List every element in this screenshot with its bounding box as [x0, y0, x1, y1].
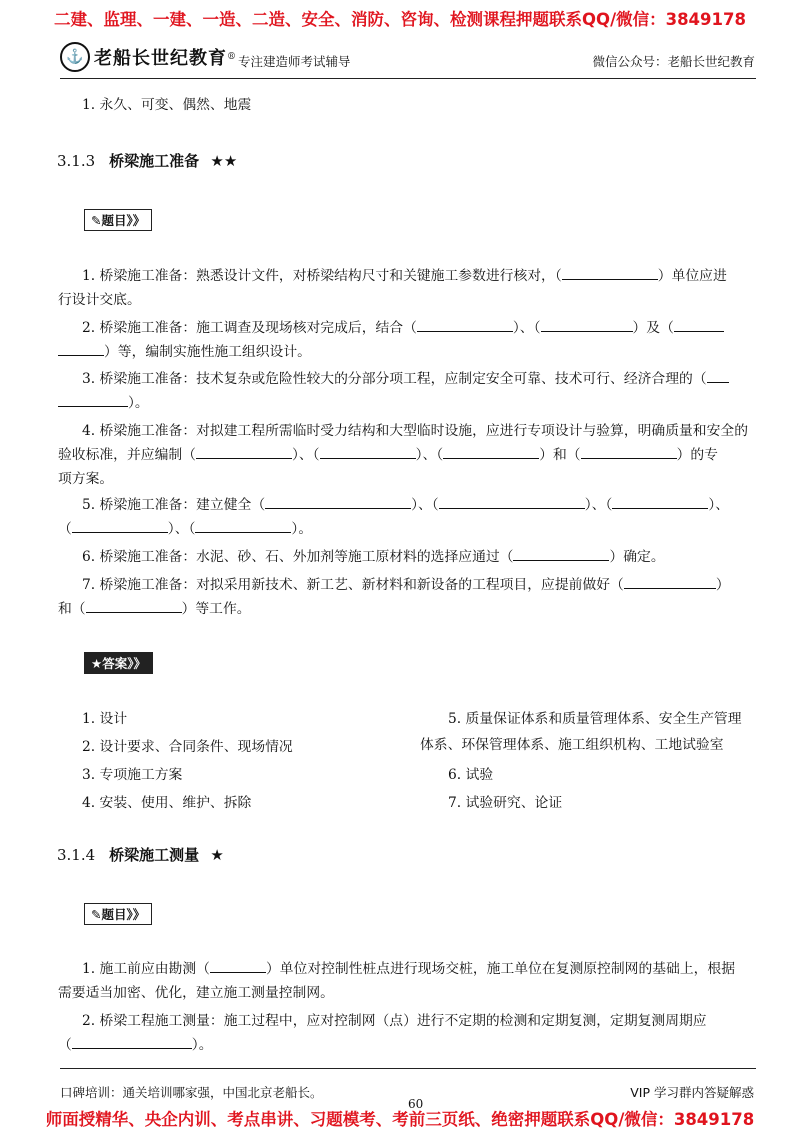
answer-blank	[513, 544, 609, 561]
answers-right	[420, 706, 760, 818]
logo	[60, 42, 236, 72]
question-5: 5. 桥梁施工准备：建立健全（ ）、（ ）、（ ）、	[82, 492, 729, 518]
footer-right: VIP 学习群内答疑解惑	[630, 1085, 754, 1100]
question-2-2-line2: （ ）。	[58, 1032, 213, 1058]
answer-blank	[58, 339, 104, 356]
section-title-313	[57, 150, 237, 171]
question-6: 6. 桥梁施工准备：水泥、砂、石、外加剂等施工原材料的选择应通过（ ）确定。	[82, 544, 665, 570]
answer-item: 7. 试验研究、论证	[448, 795, 563, 811]
answer-blank	[624, 572, 716, 589]
answer-blank	[581, 442, 677, 459]
section-number: 3.1.3	[57, 152, 96, 170]
answers-left	[82, 706, 402, 818]
answer-item: 6. 试验	[448, 767, 494, 783]
question-2: 2. 桥梁施工准备：施工调查及现场核对完成后，结合（ ）、（ ）及（	[82, 315, 724, 341]
question-2-1-line2: 需要适当加密、优化，建立施工测量控制网。	[58, 985, 334, 1001]
answer-blank	[443, 442, 539, 459]
footer-rule	[60, 1068, 756, 1069]
answer-blank	[439, 492, 585, 509]
answer-blank	[417, 315, 513, 332]
question-1: 1. 桥梁施工准备：熟悉设计文件，对桥梁结构尺寸和关键施工参数进行核对，（ ）单位应进	[82, 263, 727, 289]
question-7-line2: 和（ ）等工作。	[58, 596, 251, 622]
question-tag-2: ✎题目》》	[84, 903, 152, 925]
answer-blank	[195, 516, 291, 533]
answer-blank	[196, 442, 292, 459]
footer-left: 口碑培训：通关培训哪家强，中国北京老船长。	[60, 1085, 323, 1100]
answer-item: 1. 设计	[82, 711, 128, 727]
question-3: 3. 桥梁施工准备：技术复杂或危险性较大的分部分项工程，应制定安全可靠、技术可行、经济合理的（	[82, 366, 729, 392]
answer-blank	[674, 315, 724, 332]
section-number: 3.1.4	[57, 846, 96, 864]
answer-item: 4. 安装、使用、维护、拆除	[82, 795, 252, 811]
answer-blank	[72, 1032, 192, 1049]
answer-item-cont: 体系、环保管理体系、施工组织机构、工地试验室	[420, 737, 724, 753]
question-5-line2: （ ）、（ ）。	[58, 516, 312, 542]
answer-blank	[210, 956, 266, 973]
answer-blank	[541, 315, 633, 332]
header-rule	[60, 78, 756, 79]
question-7: 7. 桥梁施工准备：对拟采用新技术、新工艺、新材料和新设备的工程项目，应提前做好（ ）	[82, 572, 730, 598]
answer-blank	[320, 442, 416, 459]
answer-blank	[72, 516, 168, 533]
top-banner: 二建、监理、一建、一造、二造、安全、消防、咨询、检测课程押题联系QQ/微信：3849178	[54, 10, 746, 29]
question-1-line2: 行设计交底。	[58, 292, 141, 308]
registered-mark: ®	[227, 52, 236, 62]
wechat-account: 微信公众号：老船长世纪教育	[592, 54, 755, 69]
question-4: 4. 桥梁施工准备：对拟建工程所需临时受力结构和大型临时设施，应进行专项设计与验算，明确质量和安全的	[82, 423, 748, 439]
section-title-text: 桥梁施工测量	[109, 846, 200, 864]
question-2-1: 1. 施工前应由勘测（ ）单位对控制性桩点进行现场交桩，施工单位在复测原控制网的基础上，根据	[82, 956, 735, 982]
bottom-banner: 师面授精华、央企内训、考点串讲、习题模考、考前三页纸、绝密押题联系QQ/微信：3849178	[45, 1110, 755, 1129]
pencil-icon: ✎	[91, 907, 102, 922]
section-title-text: 桥梁施工准备	[109, 152, 200, 170]
tagline: 专注建造师考试辅导	[238, 54, 351, 69]
answer-blank	[58, 390, 128, 407]
answer-item: 3. 专项施工方案	[82, 767, 183, 783]
logo-text: 老船长世纪教育	[94, 48, 227, 69]
answer-blank	[86, 596, 182, 613]
page-number: 60	[408, 1097, 424, 1111]
question-3-line2: ）。	[58, 390, 149, 416]
question-2-line2: ）等，编制实施性施工组织设计。	[58, 339, 311, 365]
ship-icon: ⚓	[60, 42, 90, 72]
answer-blank	[707, 366, 729, 383]
pencil-icon: ✎	[91, 213, 102, 228]
question-4-line3: 项方案。	[58, 471, 114, 487]
question-tag: ✎题目》》	[84, 209, 152, 231]
star-rating: ★	[210, 846, 224, 864]
section-title-314	[57, 844, 224, 865]
answer-item: 5. 质量保证体系和质量管理体系、安全生产管理	[448, 711, 742, 727]
star-rating: ★★	[210, 152, 238, 170]
page-header	[60, 42, 755, 78]
question-4-line2: 验收标准，并应编制（ ）、（ ）、（ ）和（ ）的专	[58, 442, 718, 468]
answer-blank	[562, 263, 658, 280]
star-icon: ★	[91, 656, 103, 671]
question-2-2: 2. 桥梁工程施工测量：施工过程中，应对控制网（点）进行不定期的检测和定期复测，定期复测周期应	[82, 1013, 707, 1029]
top-answer: 1. 永久、可变、偶然、地震	[82, 97, 252, 113]
answer-blank	[612, 492, 708, 509]
answer-tag: ★答案》》	[84, 652, 153, 674]
answer-blank	[265, 492, 411, 509]
answer-item: 2. 设计要求、合同条件、现场情况	[82, 739, 293, 755]
